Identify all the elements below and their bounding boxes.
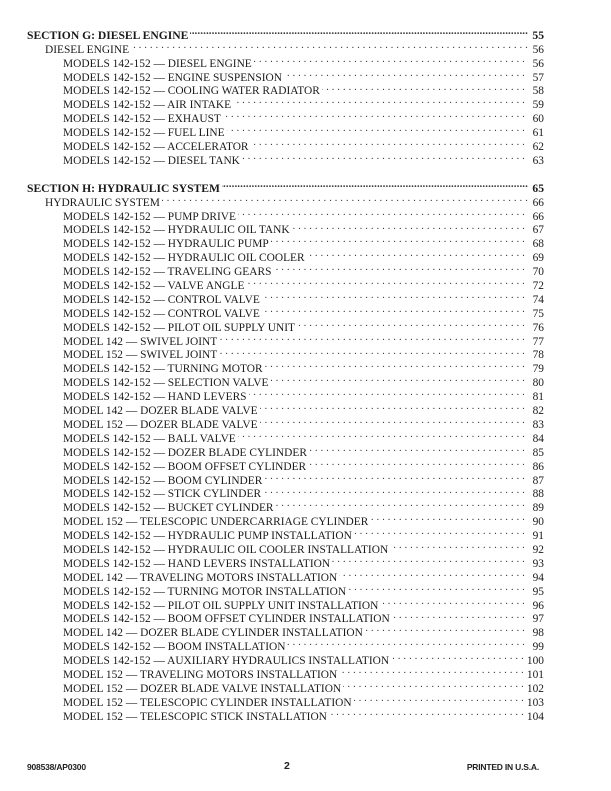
dot-leader — [380, 595, 525, 609]
dot-leader — [219, 331, 525, 345]
dot-leader — [308, 456, 525, 470]
entry-page-number: 80 — [532, 377, 544, 390]
dot-leader — [249, 386, 525, 400]
toc-section-heading[interactable] — [27, 25, 544, 42]
section-title: SECTION G: DIESEL ENGINE — [27, 28, 189, 42]
entry-title: MODELS 142-152 — HYDRAULIC PUMP — [63, 238, 269, 251]
entry-title: MODELS 142-152 — ENGINE SUSPENSION — [63, 71, 282, 84]
dot-leader — [297, 317, 525, 331]
entry-page-number: 101 — [526, 668, 544, 681]
entry-title: MODEL 152 — TELESCOPIC STICK INSTALLATION — [63, 710, 327, 723]
dot-leader — [262, 289, 525, 303]
entry-page-number: 68 — [532, 238, 544, 251]
entry-title: MODELS 142-152 — AUXILIARY HYDRAULICS INSTALLATION — [63, 655, 390, 668]
dot-leader — [251, 136, 525, 150]
entry-page-number: 90 — [532, 516, 544, 529]
entry-page-number: 66 — [532, 210, 544, 223]
dot-leader — [273, 261, 525, 275]
entry-page-number: 83 — [532, 418, 544, 431]
dot-leader — [354, 525, 525, 539]
dot-leader — [307, 247, 525, 261]
entry-page-number: 84 — [532, 432, 544, 445]
dot-leader — [254, 53, 525, 67]
toc-section — [27, 25, 544, 167]
page-footer — [0, 760, 611, 776]
entry-page-number: 85 — [532, 446, 544, 459]
dot-leader — [322, 81, 525, 95]
toc-section-heading[interactable] — [27, 178, 544, 195]
dot-leader — [284, 67, 525, 81]
entry-title: MODEL 152 — TELESCOPIC CYLINDER INSTALLATION — [63, 696, 352, 709]
dot-leader — [242, 150, 525, 164]
entry-title: MODELS 142-152 — CONTROL VALVE — [63, 307, 260, 320]
entry-page-number: 59 — [532, 99, 544, 112]
entry-title: MODELS 142-152 — HYDRAULIC OIL TANK — [63, 224, 290, 237]
section-page-number: 65 — [532, 181, 544, 195]
dot-leader — [370, 511, 525, 525]
dot-leader — [365, 622, 525, 636]
entry-title: MODELS 142-152 — EXHAUST — [63, 113, 221, 126]
entry-page-number: 66 — [532, 196, 544, 209]
dot-leader — [292, 220, 525, 234]
dot-leader — [260, 400, 525, 414]
dot-leader — [271, 233, 525, 247]
dot-leader — [354, 692, 524, 706]
dot-leader — [339, 567, 525, 581]
entry-page-number: 82 — [532, 405, 544, 418]
dot-leader — [238, 206, 525, 220]
entry-title: MODELS 142-152 — HAND LEVERS — [63, 391, 247, 404]
entry-title: MODELS 142-152 — SELECTION VALVE — [63, 377, 269, 390]
dot-leader — [233, 94, 525, 108]
dot-leader — [263, 484, 525, 498]
entry-title: MODELS 142-152 — BOOM INSTALLATION — [63, 641, 286, 654]
entry-title: MODEL 152 — DOZER BLADE VALVE INSTALLATION — [63, 682, 342, 695]
entry-title: MODELS 142-152 — FUEL LINE — [63, 127, 225, 140]
entry-page-number: 69 — [532, 252, 544, 265]
entry-title: MODELS 142-152 — BUCKET CYLINDER — [63, 502, 274, 515]
entry-title: DIESEL ENGINE — [45, 43, 130, 56]
entry-title: MODELS 142-152 — COOLING WATER RADIATOR — [63, 85, 320, 98]
entry-title: MODEL 142 — DOZER BLADE VALVE — [63, 405, 258, 418]
entry-title: MODELS 142-152 — HYDRAULIC PUMP INSTALLATION — [63, 530, 352, 543]
entry-page-number: 100 — [526, 655, 544, 668]
entry-page-number: 76 — [532, 321, 544, 334]
entry-page-number: 57 — [532, 71, 544, 84]
entry-title: MODEL 152 — TRAVELING MOTORS INSTALLATION — [63, 668, 338, 681]
entry-page-number: 60 — [532, 113, 544, 126]
entry-title: MODELS 142-152 — TURNING MOTOR — [63, 363, 263, 376]
table-of-contents — [27, 25, 544, 723]
dot-leader — [287, 636, 525, 650]
entry-page-number: 78 — [532, 349, 544, 362]
entry-title: MODELS 142-152 — TURNING MOTOR INSTALLATION — [63, 585, 347, 598]
entry-page-number: 74 — [532, 293, 544, 306]
entry-page-number: 91 — [532, 530, 544, 543]
entry-title: MODELS 142-152 — AIR INTAKE — [63, 99, 232, 112]
entry-page-number: 56 — [532, 43, 544, 56]
entry-page-number: 98 — [532, 627, 544, 640]
entry-title: MODELS 142-152 — ACCELERATOR — [63, 141, 249, 154]
entry-page-number: 75 — [532, 307, 544, 320]
entry-title: MODEL 152 — SWIVEL JOINT — [63, 349, 218, 362]
dot-leader — [391, 650, 524, 664]
dot-leader — [219, 345, 525, 359]
section-title: SECTION H: HYDRAULIC SYSTEM — [27, 181, 220, 195]
entry-page-number: 77 — [532, 335, 544, 348]
entry-page-number: 63 — [532, 154, 544, 167]
section-page-number: 55 — [532, 28, 544, 42]
entry-page-number: 81 — [532, 391, 544, 404]
dot-leader — [265, 358, 525, 372]
entry-page-number: 70 — [532, 266, 544, 279]
dot-leader — [390, 539, 525, 553]
entry-page-number: 87 — [532, 474, 544, 487]
entry-page-number: 99 — [532, 641, 544, 654]
entry-page-number: 94 — [532, 571, 544, 584]
dot-leader — [190, 25, 528, 39]
entry-page-number: 72 — [532, 280, 544, 293]
entry-title: MODELS 142-152 — HYDRAULIC OIL COOLER INSTALLATION — [63, 543, 389, 556]
entry-title: MODELS 142-152 — CONTROL VALVE — [63, 293, 260, 306]
page-number: 2 — [284, 760, 290, 772]
dot-leader — [276, 497, 525, 511]
entry-title: MODELS 142-152 — BOOM OFFSET CYLINDER INSTALLATION — [63, 613, 390, 626]
dot-leader — [332, 553, 525, 567]
dot-leader — [343, 678, 524, 692]
entry-page-number: 61 — [532, 127, 544, 140]
entry-title: MODEL 142 — TRAVELING MOTORS INSTALLATION — [63, 571, 338, 584]
entry-page-number: 86 — [532, 460, 544, 473]
entry-title: MODELS 142-152 — HAND LEVERS INSTALLATION — [63, 557, 331, 570]
entry-title: MODELS 142-152 — DIESEL TANK — [63, 154, 240, 167]
dot-leader — [227, 122, 525, 136]
dot-leader — [309, 442, 525, 456]
dot-leader — [131, 39, 528, 53]
dot-leader — [270, 372, 525, 386]
entry-title: MODELS 142-152 — DIESEL ENGINE — [63, 57, 252, 70]
dot-leader — [162, 192, 528, 206]
entry-page-number: 93 — [532, 557, 544, 570]
entry-title: MODELS 142-152 — DOZER BLADE CYLINDER — [63, 446, 307, 459]
entry-title: MODEL 152 — TELESCOPIC UNDERCARRIAGE CYLINDER — [63, 516, 369, 529]
entry-title: MODELS 142-152 — STICK CYLINDER — [63, 488, 262, 501]
entry-page-number: 62 — [532, 141, 544, 154]
entry-title: MODEL 152 — DOZER BLADE VALVE — [63, 418, 258, 431]
entry-page-number: 56 — [532, 57, 544, 70]
entry-page-number: 92 — [532, 543, 544, 556]
dot-leader — [260, 414, 525, 428]
entry-page-number: 58 — [532, 85, 544, 98]
dot-leader — [238, 428, 525, 442]
entry-page-number: 67 — [532, 224, 544, 237]
dot-leader — [246, 275, 525, 289]
dot-leader — [329, 706, 524, 720]
dot-leader — [223, 108, 525, 122]
entry-title: MODEL 142 — DOZER BLADE CYLINDER INSTALLATION — [63, 627, 363, 640]
entry-title: MODELS 142-152 — BOOM OFFSET CYLINDER — [63, 460, 307, 473]
dot-leader — [262, 303, 525, 317]
entry-page-number: 97 — [532, 613, 544, 626]
entry-title: MODELS 142-152 — PILOT OIL SUPPLY UNIT — [63, 321, 295, 334]
entry-page-number: 104 — [526, 710, 544, 723]
entry-title: HYDRAULIC SYSTEM — [45, 196, 160, 209]
entry-page-number: 102 — [526, 682, 544, 695]
entry-title: MODELS 142-152 — BOOM CYLINDER — [63, 474, 263, 487]
dot-leader — [348, 581, 525, 595]
dot-leader — [392, 609, 525, 623]
entry-page-number: 89 — [532, 502, 544, 515]
entry-title: MODELS 142-152 — PILOT OIL SUPPLY UNIT INSTALLATION — [63, 599, 379, 612]
entry-title: MODELS 142-152 — VALVE ANGLE — [63, 280, 245, 293]
entry-page-number: 103 — [526, 696, 544, 709]
entry-page-number: 88 — [532, 488, 544, 501]
entry-title: MODELS 142-152 — PUMP DRIVE — [63, 210, 236, 223]
entry-title: MODELS 142-152 — BALL VALVE — [63, 432, 236, 445]
entry-title: MODEL 142 — SWIVEL JOINT — [63, 335, 218, 348]
entry-title: MODELS 142-152 — TRAVELING GEARS — [63, 266, 272, 279]
toc-section — [27, 178, 544, 723]
dot-leader — [222, 178, 528, 192]
document-code: 908538/AP0300 — [27, 762, 86, 772]
entry-page-number: 79 — [532, 363, 544, 376]
entry-page-number: 95 — [532, 585, 544, 598]
dot-leader — [339, 664, 524, 678]
printed-in-label: PRINTED IN U.S.A. — [466, 762, 539, 772]
entry-title: MODELS 142-152 — HYDRAULIC OIL COOLER — [63, 252, 305, 265]
dot-leader — [264, 470, 525, 484]
entry-page-number: 96 — [532, 599, 544, 612]
